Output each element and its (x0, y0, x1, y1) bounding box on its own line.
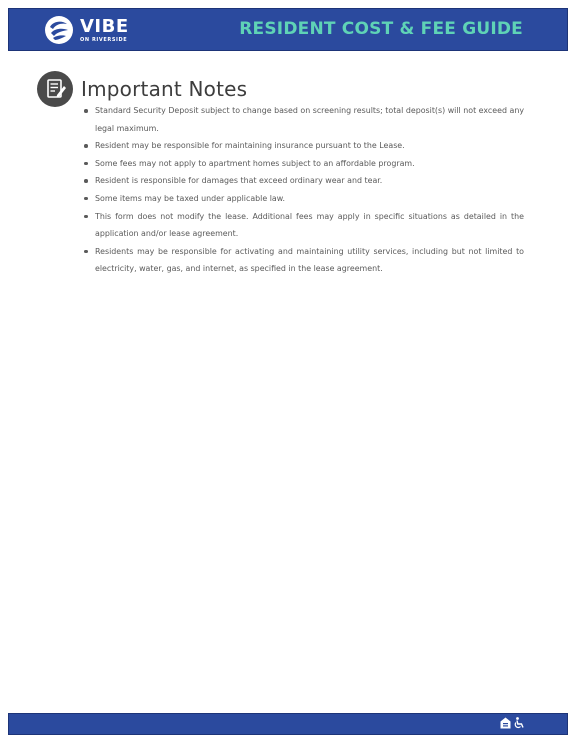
document-title: RESIDENT COST & FEE GUIDE (239, 19, 523, 39)
footer-icons (500, 717, 525, 729)
accessibility-icon (513, 717, 525, 729)
header-bar (8, 8, 568, 51)
footer-bar (8, 713, 568, 735)
list-item: Resident is responsible for damages that exceed ordinary wear and tear. (82, 172, 524, 190)
list-item: Resident may be responsible for maintaining insurance pursuant to the Lease. (82, 137, 524, 155)
list-item: Residents may be responsible for activating and maintaining utility services, including but not limited to electricity, water, gas, and internet, as specified in the lease agreement. (82, 243, 524, 278)
list-item: Some fees may not apply to apartment homes subject to an affordable program. (82, 155, 524, 173)
brand-logo (44, 14, 129, 46)
brand-subtitle: ON RIVERSIDE (80, 36, 128, 43)
notes-document-icon (37, 71, 73, 107)
brand-name: VIBE (80, 15, 129, 37)
vibe-logo-mark-icon (44, 15, 74, 45)
section-title: Important Notes (81, 77, 248, 101)
list-item: This form does not modify the lease. Additional fees may apply in specific situations as detailed in the application and/or lease agreement. (82, 208, 524, 243)
equal-housing-icon (500, 717, 511, 729)
list-item: Some items may be taxed under applicable law. (82, 190, 524, 208)
brand-wordmark (80, 15, 129, 43)
notes-list (82, 102, 524, 278)
list-item: Standard Security Deposit subject to change based on screening results; total deposit(s) will not exceed any legal maximum. (82, 102, 524, 137)
